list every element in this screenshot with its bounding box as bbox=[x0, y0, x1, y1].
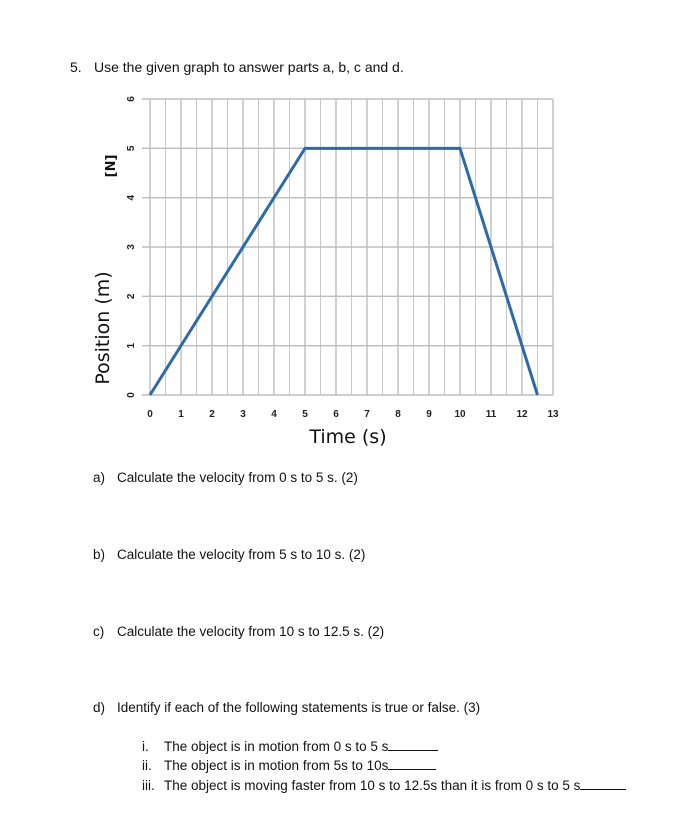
question-text: Use the given graph to answer parts a, b, c and d. bbox=[94, 59, 404, 75]
y-tick-label: 0 bbox=[126, 392, 137, 398]
part-c-label: c) bbox=[93, 624, 105, 639]
y-tick-label: 4 bbox=[126, 194, 137, 201]
statement-ii-numeral: ii. bbox=[142, 758, 152, 773]
x-tick-label: 13 bbox=[547, 409, 559, 420]
part-d bbox=[93, 700, 480, 715]
x-tick-label: 0 bbox=[147, 409, 153, 420]
position-time-chart bbox=[85, 88, 565, 458]
x-tick-label: 3 bbox=[240, 409, 246, 420]
statement-i-text: The object is in motion from 0 s to 5 s bbox=[164, 739, 389, 754]
part-c-text: Calculate the velocity from 10 s to 12.5 s. (2) bbox=[117, 624, 385, 639]
part-b-text: Calculate the velocity from 5 s to 10 s. (2) bbox=[117, 547, 366, 562]
y-tick-label: 2 bbox=[126, 293, 137, 300]
y-axis-label: Position (m) bbox=[92, 271, 114, 385]
part-d-text: Identify if each of the following statements is true or false. (3) bbox=[117, 700, 481, 715]
x-tick-label: 1 bbox=[178, 409, 184, 420]
x-tick-label: 10 bbox=[454, 409, 466, 420]
x-tick-label: 6 bbox=[333, 409, 339, 420]
statement-iii-text: The object is moving faster from 10 s to 12.5s than it is from 0 s to 5 s bbox=[164, 778, 581, 793]
part-b bbox=[93, 547, 365, 562]
statement-ii bbox=[118, 757, 436, 773]
x-axis-label: Time (s) bbox=[309, 426, 387, 448]
x-tick-label: 9 bbox=[426, 409, 432, 420]
y-tick-label: 3 bbox=[126, 244, 137, 250]
statement-i-numeral: i. bbox=[142, 739, 149, 754]
y-tick-label: 5 bbox=[126, 145, 137, 152]
part-b-label: b) bbox=[93, 547, 106, 562]
x-tick-label: 7 bbox=[364, 409, 370, 420]
x-tick-label: 4 bbox=[271, 409, 277, 420]
statement-iii bbox=[118, 777, 626, 793]
part-c bbox=[93, 624, 384, 639]
part-a bbox=[93, 470, 358, 485]
statement-i bbox=[118, 738, 438, 754]
question-number: 5. bbox=[70, 59, 82, 75]
x-tick-label: 12 bbox=[516, 409, 528, 420]
y-tick-labels bbox=[126, 96, 137, 398]
y-tick-label: 6 bbox=[126, 96, 137, 102]
answer-blank-iii[interactable] bbox=[580, 777, 626, 790]
x-tick-labels bbox=[147, 409, 559, 420]
x-tick-label: 11 bbox=[485, 409, 497, 420]
part-a-text: Calculate the velocity from 0 s to 5 s. (2) bbox=[117, 470, 358, 485]
y-unit-note: [N] bbox=[104, 154, 119, 178]
position-line bbox=[150, 148, 538, 395]
answer-blank-ii[interactable] bbox=[388, 757, 436, 770]
x-tick-label: 8 bbox=[395, 409, 401, 420]
y-tick-label: 1 bbox=[126, 342, 137, 349]
part-a-label: a) bbox=[93, 470, 106, 485]
x-tick-label: 5 bbox=[302, 409, 308, 420]
question-header bbox=[70, 59, 404, 75]
statement-iii-numeral: iii. bbox=[142, 778, 155, 793]
part-d-label: d) bbox=[93, 700, 106, 715]
x-tick-label: 2 bbox=[209, 409, 215, 420]
answer-blank-i[interactable] bbox=[388, 738, 438, 751]
statement-ii-text: The object is in motion from 5s to 10s bbox=[164, 758, 389, 773]
